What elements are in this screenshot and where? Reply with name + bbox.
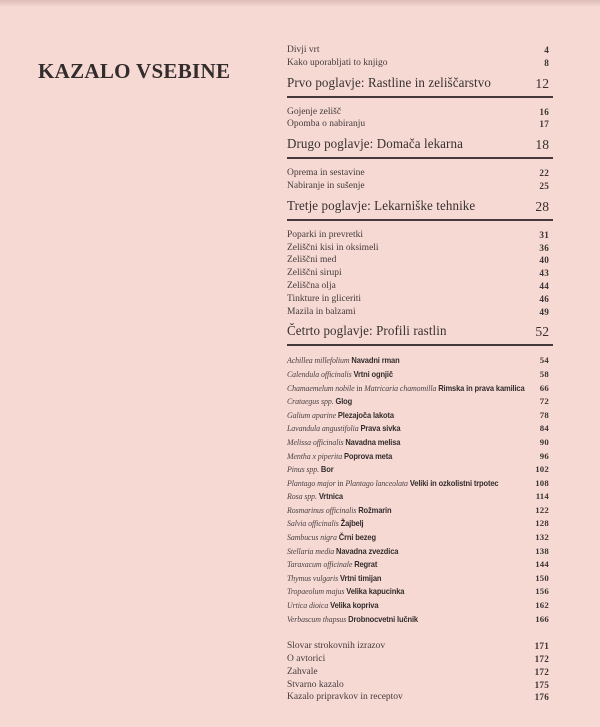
toc-item [287, 106, 553, 119]
toc-item-label: Gojenje zelišč [287, 106, 342, 117]
toc-plant-page-number: 78 [539, 409, 549, 420]
toc-plant-page-number: 162 [535, 600, 549, 611]
toc-chapter-page-number: 52 [535, 324, 549, 340]
page-title: KAZALO VSEBINE [38, 59, 231, 84]
toc-item-page-number: 176 [534, 692, 549, 703]
toc-chapter-label: Prvo poglavje: Rastline in zeliščarstvo [287, 75, 491, 91]
toc-plant-label [287, 504, 391, 518]
plant-common-name: Vrtni ognjič [353, 369, 393, 379]
toc-item-label: Stvarno kazalo [287, 679, 344, 690]
toc-plant-item [287, 572, 553, 586]
toc-item-page-number: 8 [544, 57, 549, 68]
toc-plant-item [287, 531, 553, 545]
toc-plant-label [287, 395, 352, 409]
toc-group [287, 106, 553, 132]
plant-common-name: Navadni rman [351, 356, 400, 366]
plant-latin-name: Taraxacum officinale [287, 559, 353, 570]
toc-plant-page-number: 66 [539, 382, 549, 393]
toc-plant-page-number: 108 [535, 477, 549, 488]
toc-item-label: Kazalo pripravkov in receptov [287, 692, 403, 703]
plant-latin-name: Plantago major [287, 477, 336, 488]
toc-plant-label [287, 354, 400, 368]
toc-plant-page-number: 144 [535, 559, 549, 570]
plant-latin-name: Thymus vulgaris [287, 572, 339, 583]
toc-plant-page-number: 122 [535, 504, 549, 515]
toc-plant-page-number: 90 [539, 436, 549, 447]
toc-item-label: Zeliščna olja [287, 280, 336, 291]
plant-latin-name: Calendula officinalis [287, 368, 352, 379]
plant-common-name: Poprova meta [343, 451, 393, 461]
toc-item [287, 229, 553, 242]
toc-plant-item [287, 545, 553, 559]
toc-item-label: Oprema in sestavine [287, 168, 365, 179]
toc-chapter [287, 137, 553, 159]
plant-latin-name: Plantago lanceolata [345, 477, 408, 488]
toc-chapter-label: Drugo poglavje: Domača lekarna [287, 137, 463, 153]
plant-common-name: Navadna melisa [345, 437, 401, 447]
toc-item-page-number: 175 [534, 679, 549, 690]
toc-plant-item [287, 504, 553, 518]
toc-plant-label [287, 613, 418, 627]
plant-common-name: Velika kapucinka [346, 587, 405, 597]
toc-group [287, 44, 553, 70]
plant-common-name: Žajbelj [340, 519, 364, 529]
toc-item-label: Zahvale [287, 666, 318, 677]
toc-chapter [287, 324, 553, 346]
toc-plant-page-number: 96 [539, 450, 549, 461]
plant-latin-name: Rosmarinus officinalis [287, 504, 357, 515]
toc-item-page-number: 46 [539, 293, 549, 304]
toc-plant-page-number: 150 [535, 572, 549, 583]
toc-item-label: Nabiranje in sušenje [287, 180, 365, 191]
toc-plant-label [287, 517, 364, 531]
plant-latin-name: Melissa officinalis [287, 436, 344, 447]
toc-item-label: Opomba o nabiranju [287, 119, 366, 130]
toc-plant-page-number: 156 [535, 586, 549, 597]
toc-item-label: Tinkture in gliceriti [287, 293, 362, 304]
toc-item [287, 44, 553, 57]
toc-item-page-number: 36 [539, 242, 549, 253]
toc-plant-label [287, 531, 376, 545]
toc-item-page-number: 43 [539, 268, 549, 279]
plant-latin-name: Rosa spp. [287, 491, 317, 502]
toc-plant-label [287, 436, 400, 450]
toc-group [287, 167, 553, 193]
toc-plant-page-number: 102 [535, 464, 549, 475]
toc-plant-page-number: 138 [535, 545, 549, 556]
toc-item [287, 267, 553, 280]
toc-item [287, 653, 553, 666]
toc-item-label: O avtorici [287, 654, 326, 665]
toc-item-label: Poparki in prevretki [287, 229, 363, 240]
toc-plant-item [287, 436, 553, 450]
toc-item [287, 640, 553, 653]
plant-latin-name: Pinus spp. [287, 464, 320, 475]
toc-item-label: Zeliščni sirupi [287, 268, 342, 279]
toc-item-page-number: 31 [539, 229, 549, 240]
toc-item [287, 167, 553, 180]
toc-plant-label [287, 422, 400, 436]
toc-plant-page-number: 114 [535, 491, 549, 502]
plant-common-name: Plezajoča lakota [337, 410, 394, 420]
plant-common-name: Rožmarin [358, 505, 392, 515]
toc-plant-label [287, 558, 377, 572]
toc-plant-group [287, 354, 553, 626]
plant-latin-name: Tropaeolum majus [287, 586, 345, 597]
toc-plant-label [287, 463, 333, 477]
toc-item [287, 242, 553, 255]
toc-item-label: Zeliščni med [287, 255, 337, 266]
toc-item-page-number: 4 [544, 45, 549, 55]
toc-plant-page-number: 84 [539, 423, 549, 434]
toc-plant-item [287, 354, 553, 368]
toc-group [287, 640, 553, 704]
toc-plant-item [287, 382, 553, 396]
toc-item [287, 666, 553, 679]
toc-plant-label [287, 585, 404, 599]
plant-common-name: Prava sivka [360, 424, 401, 434]
toc-plant-item [287, 395, 553, 409]
plant-common-name: Glog [335, 397, 353, 407]
toc-plant-item [287, 517, 553, 531]
toc-item-label: Zeliščni kisi in oksimeli [287, 242, 379, 253]
plant-latin-name: Lavandula angustifolia [287, 423, 359, 434]
page-top-shade [0, 0, 600, 7]
plant-name-conjunction: in [335, 477, 346, 488]
toc-item-page-number: 16 [539, 106, 549, 117]
toc-plant-label [287, 545, 398, 559]
toc-plant-page-number: 58 [539, 368, 549, 379]
toc-chapter-page-number: 28 [535, 198, 549, 214]
toc-item [287, 180, 553, 193]
plant-common-name: Vrtni timijan [340, 573, 382, 583]
toc-chapter [287, 199, 553, 221]
toc-plant-item [287, 422, 553, 436]
plant-common-name: Črni bezeg [338, 533, 376, 543]
toc-item-label: Kako uporabljati to knjigo [287, 57, 388, 68]
toc-plant-label [287, 409, 394, 423]
toc-plant-label [287, 368, 393, 382]
toc-plant-label [287, 450, 392, 464]
toc-plant-page-number: 54 [539, 355, 549, 366]
toc-item-page-number: 172 [534, 654, 549, 665]
toc-plant-item [287, 585, 553, 599]
plant-latin-name: Salvia officinalis [287, 518, 339, 529]
plant-latin-name: Crataegus spp. [287, 396, 334, 407]
toc-item [287, 118, 553, 131]
toc-plant-page-number: 128 [535, 518, 549, 529]
toc-item-page-number: 44 [539, 280, 549, 291]
toc-item-page-number: 22 [539, 168, 549, 179]
toc-item-page-number: 17 [539, 119, 549, 130]
toc-plant-item [287, 368, 553, 382]
toc-item [287, 293, 553, 306]
toc-plant-item [287, 613, 553, 627]
plant-latin-name: Sambucus nigra [287, 532, 337, 543]
plant-name-conjunction: in [354, 382, 365, 393]
plant-common-name: Vrtnica [318, 492, 343, 502]
toc-chapter-page-number: 18 [535, 137, 549, 153]
plant-latin-name: Achillea millefolium [287, 355, 350, 366]
toc-item [287, 679, 553, 692]
toc-plant-page-number: 166 [535, 613, 549, 624]
toc-plant-item [287, 599, 553, 613]
plant-latin-name: Urtica dioica [287, 600, 329, 611]
toc-item [287, 280, 553, 293]
toc [287, 44, 553, 704]
plant-common-name: Navadna zvezdica [336, 546, 399, 556]
toc-plant-item [287, 490, 553, 504]
toc-plant-label [287, 599, 378, 613]
toc-item-page-number: 49 [539, 306, 549, 317]
toc-chapter-label: Tretje poglavje: Lekarniške tehnike [287, 198, 476, 214]
toc-item-page-number: 40 [539, 255, 549, 266]
toc-plant-label [287, 490, 343, 504]
toc-item-label: Mazila in balzami [287, 306, 356, 317]
plant-common-name: Veliki in ozkolistni trpotec [409, 478, 499, 488]
toc-chapter-page-number: 12 [535, 75, 549, 91]
plant-common-name: Rimska in prava kamilica [438, 383, 525, 393]
plant-latin-name: Mentha x piperita [287, 450, 343, 461]
toc-plant-item [287, 409, 553, 423]
plant-common-name: Drobnocvetni lučnik [348, 614, 418, 624]
toc-item [287, 306, 553, 319]
toc-plant-item [287, 558, 553, 572]
toc-plant-label [287, 572, 381, 586]
toc-plant-label [287, 477, 498, 491]
plant-latin-name: Matricaria chamomilla [364, 382, 437, 393]
toc-item [287, 691, 553, 704]
toc-plant-page-number: 132 [535, 532, 549, 543]
toc-plant-item [287, 463, 553, 477]
plant-latin-name: Verbascum thapsus [287, 613, 347, 624]
toc-item-label: Slovar strokovnih izrazov [287, 641, 386, 652]
plant-latin-name: Galium aparine [287, 409, 337, 420]
plant-latin-name: Chamaemelum nobile [287, 382, 355, 393]
toc-plant-item [287, 477, 553, 491]
toc-item-page-number: 172 [534, 666, 549, 677]
plant-latin-name: Stellaria media [287, 545, 335, 556]
toc-chapter [287, 76, 553, 98]
plant-common-name: Velika kopriva [330, 601, 379, 611]
plant-common-name: Bor [320, 465, 334, 475]
toc-plant-page-number: 72 [539, 396, 549, 407]
toc-item-page-number: 25 [539, 180, 549, 191]
plant-common-name: Regrat [354, 560, 378, 570]
toc-item-label: Divji vrt [287, 45, 320, 55]
toc-item [287, 57, 553, 70]
toc-item [287, 254, 553, 267]
toc-plant-label [287, 382, 525, 396]
toc-plant-item [287, 450, 553, 464]
toc-item-page-number: 171 [534, 641, 549, 652]
toc-group [287, 229, 553, 319]
toc-chapter-label: Četrto poglavje: Profili rastlin [287, 324, 447, 340]
